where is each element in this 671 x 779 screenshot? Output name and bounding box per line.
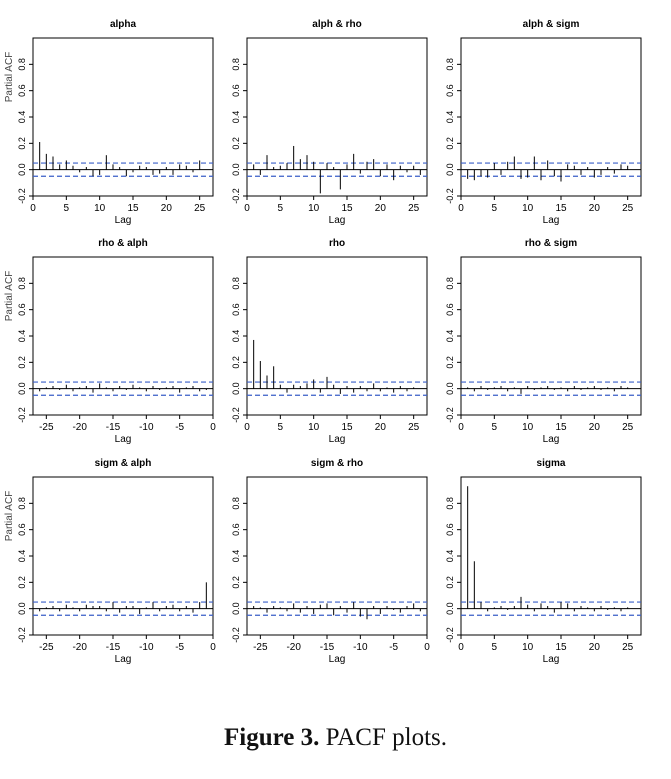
pacf-panel	[4, 238, 216, 445]
y-tick-label: 0.0	[17, 602, 27, 615]
y-tick-label: -0.2	[17, 627, 27, 643]
x-axis-label: Lag	[114, 215, 132, 226]
panel-title: alpha	[109, 19, 137, 30]
plot-frame	[247, 257, 427, 415]
x-tick-label: 5	[277, 203, 284, 214]
y-tick-label: 0.4	[17, 110, 27, 124]
y-tick-label: -0.2	[231, 188, 241, 204]
y-tick-label: 0.0	[231, 602, 241, 615]
y-tick-label: 0.6	[17, 303, 27, 316]
y-tick-label: 0.8	[17, 277, 27, 290]
y-tick-label: -0.2	[17, 407, 27, 423]
y-tick-label: 0.6	[17, 523, 27, 536]
y-tick-label: 0.8	[231, 497, 241, 510]
y-tick-label: 0.8	[17, 497, 27, 510]
x-tick-label: 15	[555, 642, 567, 653]
y-tick-label: 0.2	[17, 137, 27, 150]
x-tick-label: 10	[308, 422, 320, 433]
y-tick-label: 0.2	[445, 356, 455, 369]
y-tick-label: 0.4	[231, 110, 241, 124]
y-axis-label: Partial ACF	[4, 270, 15, 322]
y-tick-label: 0.8	[445, 497, 455, 510]
y-tick-label: 0.4	[17, 549, 27, 563]
x-tick-label: -20	[72, 422, 87, 433]
y-tick-label: 0.0	[231, 163, 241, 176]
x-tick-label: 25	[622, 203, 634, 214]
x-tick-label: 10	[308, 203, 320, 214]
x-axis-label: Lag	[114, 654, 132, 665]
y-tick-label: 0.2	[17, 356, 27, 369]
pacf-panel	[445, 19, 641, 226]
y-tick-label: 0.4	[231, 329, 241, 343]
x-tick-label: 5	[491, 203, 498, 214]
caption-label: Figure 3.	[224, 724, 320, 751]
x-tick-label: -20	[286, 642, 301, 653]
x-tick-label: 15	[127, 203, 139, 214]
x-tick-label: 15	[341, 203, 353, 214]
x-tick-label: -10	[139, 422, 154, 433]
panel-title: rho & sigm	[524, 238, 578, 249]
pacf-panel	[231, 238, 427, 445]
y-tick-label: 0.4	[231, 549, 241, 563]
y-tick-label: 0.2	[231, 356, 241, 369]
x-tick-label: 20	[160, 203, 172, 214]
y-tick-label: 0.0	[17, 382, 27, 395]
y-tick-label: 0.8	[445, 58, 455, 71]
x-tick-label: -10	[139, 642, 154, 653]
x-axis-label: Lag	[542, 654, 560, 665]
y-tick-label: 0.0	[445, 163, 455, 176]
x-tick-label: -25	[39, 422, 54, 433]
y-tick-label: 0.8	[445, 277, 455, 290]
plot-frame	[247, 38, 427, 196]
y-tick-label: 0.0	[445, 382, 455, 395]
caption-text: PACF plots.	[325, 724, 447, 751]
y-tick-label: -0.2	[445, 188, 455, 204]
pacf-panel	[445, 458, 641, 665]
x-tick-label: 20	[588, 642, 600, 653]
y-tick-label: 0.2	[231, 137, 241, 150]
x-tick-label: -25	[253, 642, 268, 653]
plot-frame	[33, 257, 213, 415]
panel-title: sigma	[536, 458, 566, 469]
x-tick-label: -20	[72, 642, 87, 653]
x-tick-label: 25	[194, 203, 206, 214]
y-tick-label: -0.2	[445, 627, 455, 643]
x-tick-label: 20	[588, 422, 600, 433]
y-tick-label: -0.2	[231, 407, 241, 423]
x-tick-label: 5	[491, 642, 498, 653]
pacf-panel	[4, 19, 213, 226]
y-tick-label: 0.2	[445, 137, 455, 150]
pacf-panel	[4, 458, 216, 665]
x-tick-label: 10	[94, 203, 106, 214]
y-tick-label: 0.0	[17, 163, 27, 176]
y-tick-label: 0.6	[231, 523, 241, 536]
x-tick-label: -15	[319, 642, 335, 653]
x-tick-label: 5	[277, 422, 284, 433]
y-tick-label: 0.4	[445, 110, 455, 124]
y-tick-label: -0.2	[231, 627, 241, 643]
y-tick-label: 0.6	[231, 303, 241, 316]
y-tick-label: 0.4	[445, 549, 455, 563]
x-axis-label: Lag	[328, 434, 346, 445]
y-tick-label: 0.0	[231, 382, 241, 395]
x-axis-label: Lag	[114, 434, 132, 445]
x-tick-label: 0	[210, 642, 216, 653]
y-tick-label: 0.6	[445, 523, 455, 536]
panel-title: rho & alph	[98, 238, 148, 249]
x-tick-label: -25	[39, 642, 54, 653]
x-axis-label: Lag	[328, 654, 346, 665]
y-tick-label: 0.6	[445, 84, 455, 97]
x-tick-label: 0	[210, 422, 216, 433]
x-axis-label: Lag	[542, 215, 560, 226]
y-tick-label: 0.4	[445, 329, 455, 343]
y-tick-label: 0.8	[17, 58, 27, 71]
panel-title: sigm & rho	[310, 458, 364, 469]
figure-caption	[0, 724, 671, 752]
x-tick-label: -5	[389, 642, 399, 653]
x-tick-label: 25	[622, 422, 634, 433]
x-tick-label: 15	[555, 203, 567, 214]
x-tick-label: 15	[555, 422, 567, 433]
y-axis-label: Partial ACF	[4, 51, 15, 103]
y-tick-label: -0.2	[445, 407, 455, 423]
x-tick-label: -15	[105, 422, 121, 433]
x-tick-label: 0	[458, 422, 464, 433]
y-tick-label: 0.6	[445, 303, 455, 316]
x-tick-label: 0	[458, 642, 464, 653]
x-tick-label: 20	[588, 203, 600, 214]
x-tick-label: -10	[353, 642, 368, 653]
x-axis-label: Lag	[542, 434, 560, 445]
x-axis-label: Lag	[328, 215, 346, 226]
panel-title: sigm & alph	[94, 458, 152, 469]
x-tick-label: 0	[30, 203, 36, 214]
x-tick-label: 0	[244, 422, 250, 433]
x-tick-label: 25	[408, 203, 420, 214]
pacf-panel	[445, 238, 641, 445]
x-tick-label: 0	[458, 203, 464, 214]
y-tick-label: 0.2	[445, 576, 455, 589]
y-tick-label: 0.0	[445, 602, 455, 615]
x-tick-label: -15	[105, 642, 121, 653]
y-tick-label: -0.2	[17, 188, 27, 204]
panel-title: rho	[328, 238, 346, 249]
x-tick-label: 15	[341, 422, 353, 433]
x-tick-label: 10	[522, 422, 534, 433]
panel-title: alph & rho	[312, 19, 362, 30]
x-tick-label: 5	[63, 203, 70, 214]
y-tick-label: 0.8	[231, 58, 241, 71]
x-tick-label: 0	[244, 203, 250, 214]
x-tick-label: -5	[175, 422, 185, 433]
y-tick-label: 0.4	[17, 329, 27, 343]
panel-title: alph & sigm	[522, 19, 580, 30]
plot-frame	[33, 38, 213, 196]
x-tick-label: 0	[424, 642, 430, 653]
x-tick-label: 20	[374, 422, 386, 433]
y-axis-label: Partial ACF	[4, 490, 15, 542]
x-tick-label: 10	[522, 203, 534, 214]
y-tick-label: 0.2	[231, 576, 241, 589]
y-tick-label: 0.6	[17, 84, 27, 97]
pacf-panel	[231, 19, 427, 226]
x-tick-label: 25	[408, 422, 420, 433]
pacf-panel	[231, 458, 430, 665]
x-tick-label: 5	[491, 422, 498, 433]
x-tick-label: 10	[522, 642, 534, 653]
y-tick-label: 0.2	[17, 576, 27, 589]
x-tick-label: 20	[374, 203, 386, 214]
x-tick-label: -5	[175, 642, 185, 653]
y-tick-label: 0.6	[231, 84, 241, 97]
y-tick-label: 0.8	[231, 277, 241, 290]
x-tick-label: 25	[622, 642, 634, 653]
